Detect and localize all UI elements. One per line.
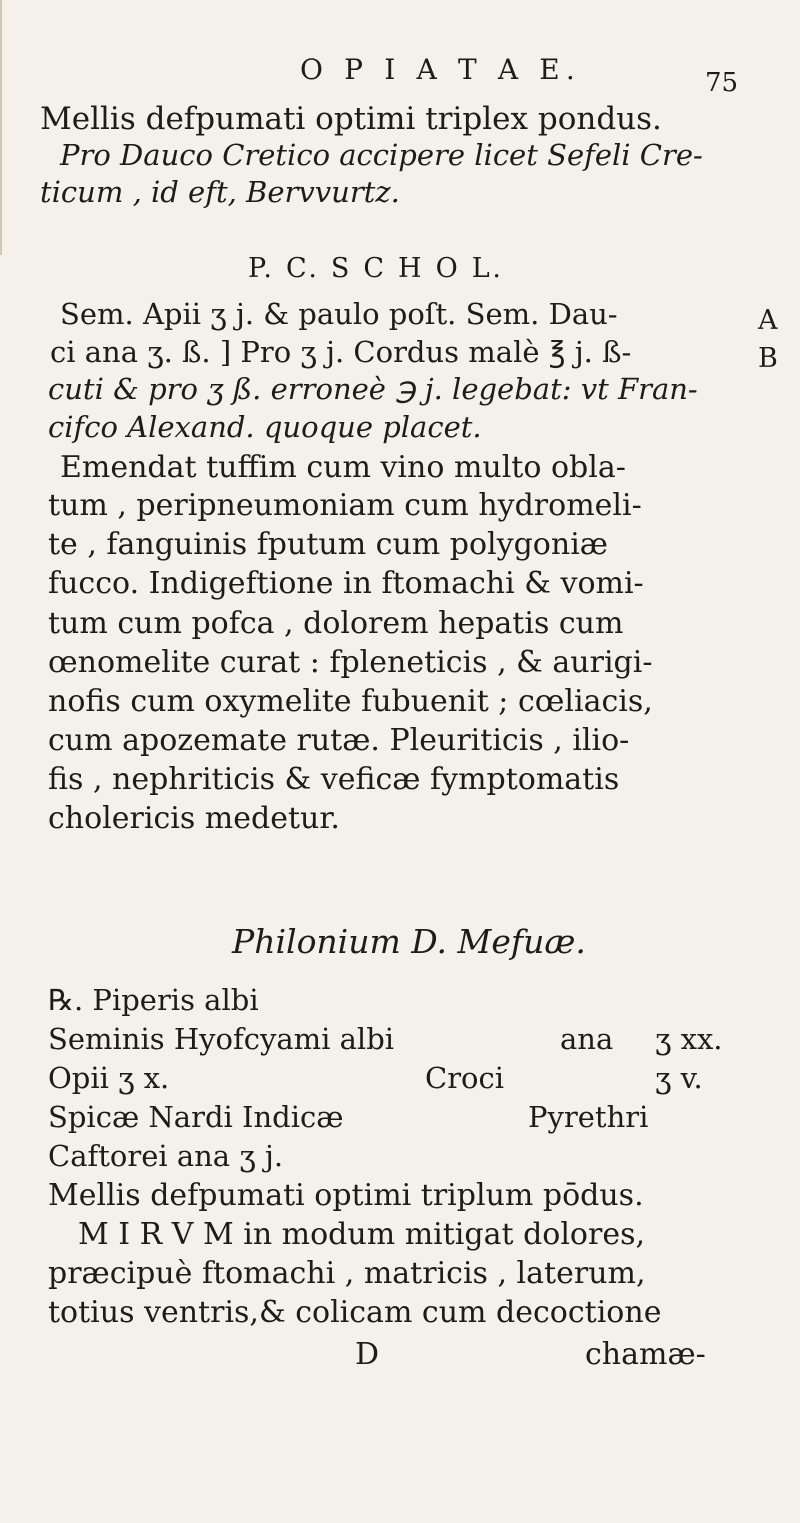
schol-line-1: Sem. Apii ʒ j. & paulo poſt. Sem. Dau-: [60, 297, 618, 331]
recipe-line-2-mid: ana: [560, 1022, 614, 1056]
recipe-line-4-left: Spicæ Nardi Indicæ: [48, 1100, 344, 1134]
top-line-3: ticum , id eft, Bervvurtz.: [40, 175, 400, 209]
margin-letter-a: A: [758, 305, 778, 336]
schol-line-2: ci ana ʒ. ß. ] Pro ʒ j. Cordus malè ℥ j. ß-: [50, 335, 632, 369]
schol-line-4: cifco Alexand. quoque placet.: [48, 410, 482, 444]
recipe-line-3-mid: Croci: [425, 1061, 505, 1095]
schol-line-3: cuti & pro ʒ ß. erroneè ℈ j. legebat: vt Fran-: [48, 372, 698, 406]
catchword: chamæ-: [585, 1337, 706, 1372]
margin-letter-b: B: [758, 343, 778, 374]
top-line-2: Pro Dauco Cretico accipere licet Sefeli Cre-: [60, 138, 703, 172]
schol-line-9: tum cum pofca , dolorem hepatis cum: [48, 606, 624, 641]
recipe-line-3-right: ʒ v.: [655, 1061, 703, 1095]
schol-line-14: cholericis medetur.: [48, 801, 340, 836]
recipe-line-4-mid: Pyrethri: [528, 1100, 649, 1134]
schol-line-7: te , fanguinis fputum cum polygoniæ: [48, 527, 608, 562]
recipe-line-2-right: ʒ xx.: [655, 1022, 723, 1056]
schol-line-10: œnomelite curat : fpleneticis , & aurigi-: [48, 645, 653, 680]
recipe-closing: Mellis defpumati optimi triplum pōdus.: [48, 1178, 644, 1213]
mirum-line-3: totius ventris,& colicam cum decoctione: [48, 1295, 662, 1330]
philonium-heading: Philonium D. Mefuæ.: [232, 922, 586, 961]
schol-line-11: nofis cum oxymelite fubuenit ; cœliacis,: [48, 684, 653, 719]
mirum-line-1: M I R V M in modum mitigat dolores,: [78, 1217, 646, 1252]
schol-line-5: Emendat tuffim cum vino multo obla-: [60, 450, 626, 485]
recipe-line-5-left: Caftorei ana ʒ j.: [48, 1139, 284, 1173]
schol-line-6: tum , peripneumoniam cum hydromeli-: [48, 488, 642, 523]
running-title: O P I A T A E.: [300, 53, 581, 86]
schol-line-13: fis , nephriticis & veficæ fymptomatis: [48, 762, 620, 797]
mirum-line-2: præcipuè ftomachi , matricis , laterum,: [48, 1256, 646, 1291]
schol-line-12: cum apozemate rutæ. Pleuriticis , ilio-: [48, 723, 630, 758]
schol-line-8: fucco. Indigeftione in ftomachi & vomi-: [48, 566, 644, 601]
top-line-1: Mellis defpumati optimi triplex pondus.: [40, 101, 662, 137]
schol-heading: P. C. S C H O L.: [248, 253, 504, 284]
signature-mark: D: [355, 1337, 380, 1372]
recipe-line-3-left: Opii ʒ x.: [48, 1061, 170, 1095]
recipe-line-1-left: ℞. Piperis albi: [48, 983, 259, 1017]
page-edge-rule: [0, 0, 2, 255]
recipe-line-2-left: Seminis Hyofcyami albi: [48, 1022, 395, 1056]
page-number: 75: [705, 68, 739, 98]
